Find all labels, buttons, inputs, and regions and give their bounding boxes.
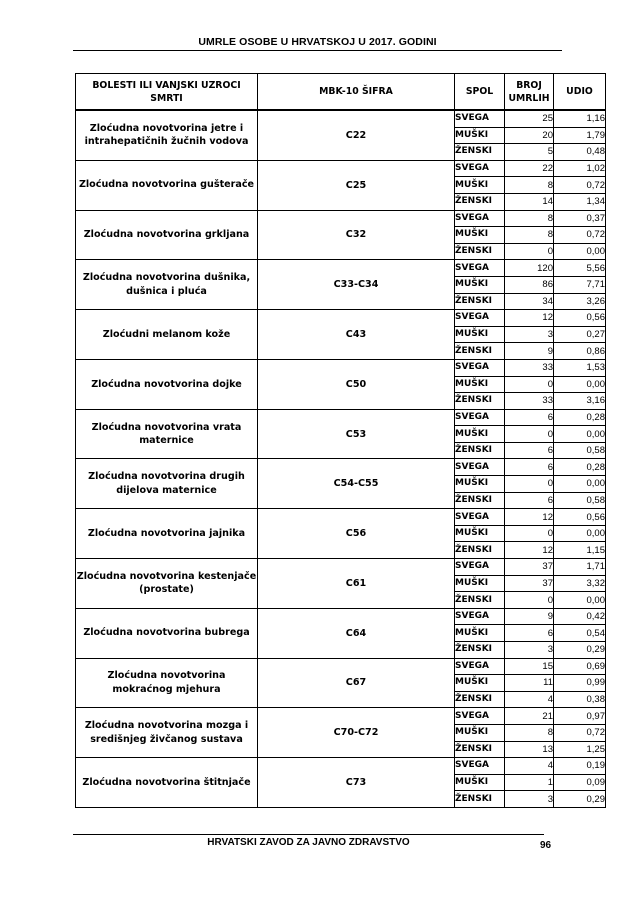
- table-row: [76, 160, 606, 177]
- cause-cell: Zloćudna novotvorina mokraćnog mjehura: [76, 658, 258, 708]
- sex-cell: ŽENSKI: [455, 442, 505, 459]
- cause-cell: Zloćudna novotvorina bubrega: [76, 608, 258, 658]
- cause-cell: Zloćudna novotvorina štitnjače: [76, 758, 258, 808]
- count-cell: 22: [505, 160, 554, 177]
- sex-cell: ŽENSKI: [455, 393, 505, 410]
- sex-cell: SVEGA: [455, 310, 505, 327]
- share-cell: 0,99: [554, 675, 606, 692]
- count-cell: 4: [505, 691, 554, 708]
- table-row: [76, 758, 606, 775]
- sex-cell: MUŠKI: [455, 774, 505, 791]
- share-cell: 5,56: [554, 260, 606, 277]
- sex-cell: SVEGA: [455, 509, 505, 526]
- share-cell: 0,69: [554, 658, 606, 675]
- sex-cell: MUŠKI: [455, 177, 505, 194]
- sex-cell: MUŠKI: [455, 276, 505, 293]
- code-cell: C64: [258, 608, 455, 658]
- column-header-share: UDIO: [554, 74, 606, 111]
- count-cell: 1: [505, 774, 554, 791]
- sex-cell: ŽENSKI: [455, 542, 505, 559]
- share-cell: 0,19: [554, 758, 606, 775]
- share-cell: 3,26: [554, 293, 606, 310]
- share-cell: 1,02: [554, 160, 606, 177]
- sex-cell: ŽENSKI: [455, 741, 505, 758]
- count-cell: 37: [505, 559, 554, 576]
- sex-cell: ŽENSKI: [455, 791, 505, 808]
- count-cell: 25: [505, 110, 554, 127]
- share-cell: 0,00: [554, 592, 606, 609]
- share-cell: 0,42: [554, 608, 606, 625]
- count-cell: 3: [505, 326, 554, 343]
- cause-cell: Zloćudna novotvorina jajnika: [76, 509, 258, 559]
- table-row: [76, 210, 606, 227]
- share-cell: 0,54: [554, 625, 606, 642]
- sex-cell: SVEGA: [455, 409, 505, 426]
- cause-cell: Zloćudna novotvorina dojke: [76, 359, 258, 409]
- code-cell: C22: [258, 110, 455, 160]
- table-row: [76, 260, 606, 277]
- sex-cell: MUŠKI: [455, 675, 505, 692]
- table-row: [76, 658, 606, 675]
- share-cell: 0,56: [554, 509, 606, 526]
- count-cell: 3: [505, 791, 554, 808]
- cause-cell: Zloćudna novotvorina grkljana: [76, 210, 258, 260]
- page-number: 96: [540, 840, 552, 851]
- count-cell: 9: [505, 343, 554, 360]
- sex-cell: MUŠKI: [455, 127, 505, 144]
- count-cell: 13: [505, 741, 554, 758]
- share-cell: 0,28: [554, 459, 606, 476]
- sex-cell: ŽENSKI: [455, 691, 505, 708]
- count-cell: 6: [505, 625, 554, 642]
- footer-divider: [73, 834, 544, 835]
- share-cell: 0,00: [554, 376, 606, 393]
- sex-cell: ŽENSKI: [455, 193, 505, 210]
- share-cell: 0,00: [554, 243, 606, 260]
- count-cell: 33: [505, 393, 554, 410]
- code-cell: C32: [258, 210, 455, 260]
- sex-cell: SVEGA: [455, 708, 505, 725]
- code-cell: C33-C34: [258, 260, 455, 310]
- share-cell: 0,09: [554, 774, 606, 791]
- sex-cell: SVEGA: [455, 110, 505, 127]
- count-cell: 33: [505, 359, 554, 376]
- footer-institution: HRVATSKI ZAVOD ZA JAVNO ZDRAVSTVO: [207, 837, 410, 848]
- code-cell: C67: [258, 658, 455, 708]
- count-cell: 0: [505, 525, 554, 542]
- share-cell: 1,34: [554, 193, 606, 210]
- count-cell: 12: [505, 509, 554, 526]
- sex-cell: SVEGA: [455, 559, 505, 576]
- count-cell: 11: [505, 675, 554, 692]
- share-cell: 1,53: [554, 359, 606, 376]
- code-cell: C61: [258, 559, 455, 609]
- share-cell: 3,32: [554, 575, 606, 592]
- share-cell: 1,15: [554, 542, 606, 559]
- code-cell: C25: [258, 160, 455, 210]
- sex-cell: ŽENSKI: [455, 592, 505, 609]
- count-cell: 34: [505, 293, 554, 310]
- share-cell: 0,37: [554, 210, 606, 227]
- sex-cell: MUŠKI: [455, 476, 505, 493]
- count-cell: 21: [505, 708, 554, 725]
- sex-cell: MUŠKI: [455, 426, 505, 443]
- sex-cell: ŽENSKI: [455, 144, 505, 161]
- sex-cell: MUŠKI: [455, 326, 505, 343]
- sex-cell: MUŠKI: [455, 376, 505, 393]
- table-header-row: [76, 74, 606, 111]
- sex-cell: SVEGA: [455, 608, 505, 625]
- count-cell: 8: [505, 227, 554, 244]
- table-row: [76, 459, 606, 476]
- share-cell: 0,86: [554, 343, 606, 360]
- count-cell: 12: [505, 542, 554, 559]
- page-title: UMRLE OSOBE U HRVATSKOJ U 2017. GODINI: [198, 36, 437, 48]
- share-cell: 0,00: [554, 476, 606, 493]
- count-cell: 15: [505, 658, 554, 675]
- cause-cell: Zloćudna novotvorina mozga i središnjeg živčanog sustava: [76, 708, 258, 758]
- count-cell: 4: [505, 758, 554, 775]
- column-header-sex: SPOL: [455, 74, 505, 111]
- code-cell: C54-C55: [258, 459, 455, 509]
- share-cell: 7,71: [554, 276, 606, 293]
- sex-cell: SVEGA: [455, 359, 505, 376]
- count-cell: 37: [505, 575, 554, 592]
- code-cell: C43: [258, 310, 455, 360]
- share-cell: 0,56: [554, 310, 606, 327]
- sex-cell: SVEGA: [455, 260, 505, 277]
- share-cell: 1,16: [554, 110, 606, 127]
- count-cell: 0: [505, 426, 554, 443]
- table-row: [76, 708, 606, 725]
- share-cell: 0,38: [554, 691, 606, 708]
- share-cell: 1,25: [554, 741, 606, 758]
- sex-cell: MUŠKI: [455, 724, 505, 741]
- share-cell: 0,00: [554, 525, 606, 542]
- table-row: [76, 509, 606, 526]
- cause-cell: Zloćudna novotvorina dušnika, dušnica i pluća: [76, 260, 258, 310]
- cause-cell: Zloćudna novotvorina kestenjače (prostate): [76, 559, 258, 609]
- sex-cell: MUŠKI: [455, 525, 505, 542]
- sex-cell: ŽENSKI: [455, 642, 505, 659]
- count-cell: 6: [505, 492, 554, 509]
- share-cell: 0,29: [554, 642, 606, 659]
- count-cell: 120: [505, 260, 554, 277]
- count-cell: 8: [505, 177, 554, 194]
- sex-cell: SVEGA: [455, 210, 505, 227]
- sex-cell: ŽENSKI: [455, 343, 505, 360]
- code-cell: C53: [258, 409, 455, 459]
- count-cell: 0: [505, 243, 554, 260]
- sex-cell: ŽENSKI: [455, 243, 505, 260]
- count-cell: 86: [505, 276, 554, 293]
- share-cell: 0,00: [554, 426, 606, 443]
- share-cell: 0,72: [554, 724, 606, 741]
- count-cell: 8: [505, 724, 554, 741]
- count-cell: 3: [505, 642, 554, 659]
- share-cell: 3,16: [554, 393, 606, 410]
- count-cell: 0: [505, 476, 554, 493]
- count-cell: 14: [505, 193, 554, 210]
- code-cell: C73: [258, 758, 455, 808]
- table-row: [76, 608, 606, 625]
- count-cell: 6: [505, 442, 554, 459]
- share-cell: 0,58: [554, 442, 606, 459]
- count-cell: 12: [505, 310, 554, 327]
- count-cell: 9: [505, 608, 554, 625]
- column-header-code: MBK-10 ŠIFRA: [258, 74, 455, 111]
- share-cell: 1,71: [554, 559, 606, 576]
- code-cell: C56: [258, 509, 455, 559]
- cause-cell: Zloćudna novotvorina vrata maternice: [76, 409, 258, 459]
- sex-cell: SVEGA: [455, 758, 505, 775]
- count-cell: 6: [505, 409, 554, 426]
- cause-cell: Zloćudna novotvorina gušterače: [76, 160, 258, 210]
- share-cell: 0,58: [554, 492, 606, 509]
- column-header-count: BROJ UMRLIH: [505, 74, 554, 111]
- share-cell: 0,48: [554, 144, 606, 161]
- table-row: [76, 559, 606, 576]
- table-row: [76, 359, 606, 376]
- count-cell: 8: [505, 210, 554, 227]
- share-cell: 0,29: [554, 791, 606, 808]
- cause-cell: Zloćudna novotvorina drugih dijelova maternice: [76, 459, 258, 509]
- share-cell: 0,72: [554, 227, 606, 244]
- count-cell: 20: [505, 127, 554, 144]
- header-divider: [73, 50, 562, 51]
- sex-cell: MUŠKI: [455, 575, 505, 592]
- sex-cell: MUŠKI: [455, 625, 505, 642]
- code-cell: C70-C72: [258, 708, 455, 758]
- table-row: [76, 110, 606, 127]
- share-cell: 0,72: [554, 177, 606, 194]
- share-cell: 0,27: [554, 326, 606, 343]
- mortality-table: [75, 73, 606, 808]
- share-cell: 1,79: [554, 127, 606, 144]
- table-body: [76, 110, 606, 807]
- count-cell: 0: [505, 376, 554, 393]
- table-row: [76, 310, 606, 327]
- sex-cell: ŽENSKI: [455, 293, 505, 310]
- count-cell: 0: [505, 592, 554, 609]
- table-row: [76, 409, 606, 426]
- sex-cell: SVEGA: [455, 459, 505, 476]
- sex-cell: MUŠKI: [455, 227, 505, 244]
- share-cell: 0,28: [554, 409, 606, 426]
- sex-cell: ŽENSKI: [455, 492, 505, 509]
- sex-cell: SVEGA: [455, 160, 505, 177]
- code-cell: C50: [258, 359, 455, 409]
- share-cell: 0,97: [554, 708, 606, 725]
- column-header-cause: BOLESTI ILI VANJSKI UZROCI SMRTI: [76, 74, 258, 111]
- cause-cell: Zloćudna novotvorina jetre i intrahepatičnih žučnih vodova: [76, 110, 258, 160]
- count-cell: 5: [505, 144, 554, 161]
- sex-cell: SVEGA: [455, 658, 505, 675]
- count-cell: 6: [505, 459, 554, 476]
- cause-cell: Zloćudni melanom kože: [76, 310, 258, 360]
